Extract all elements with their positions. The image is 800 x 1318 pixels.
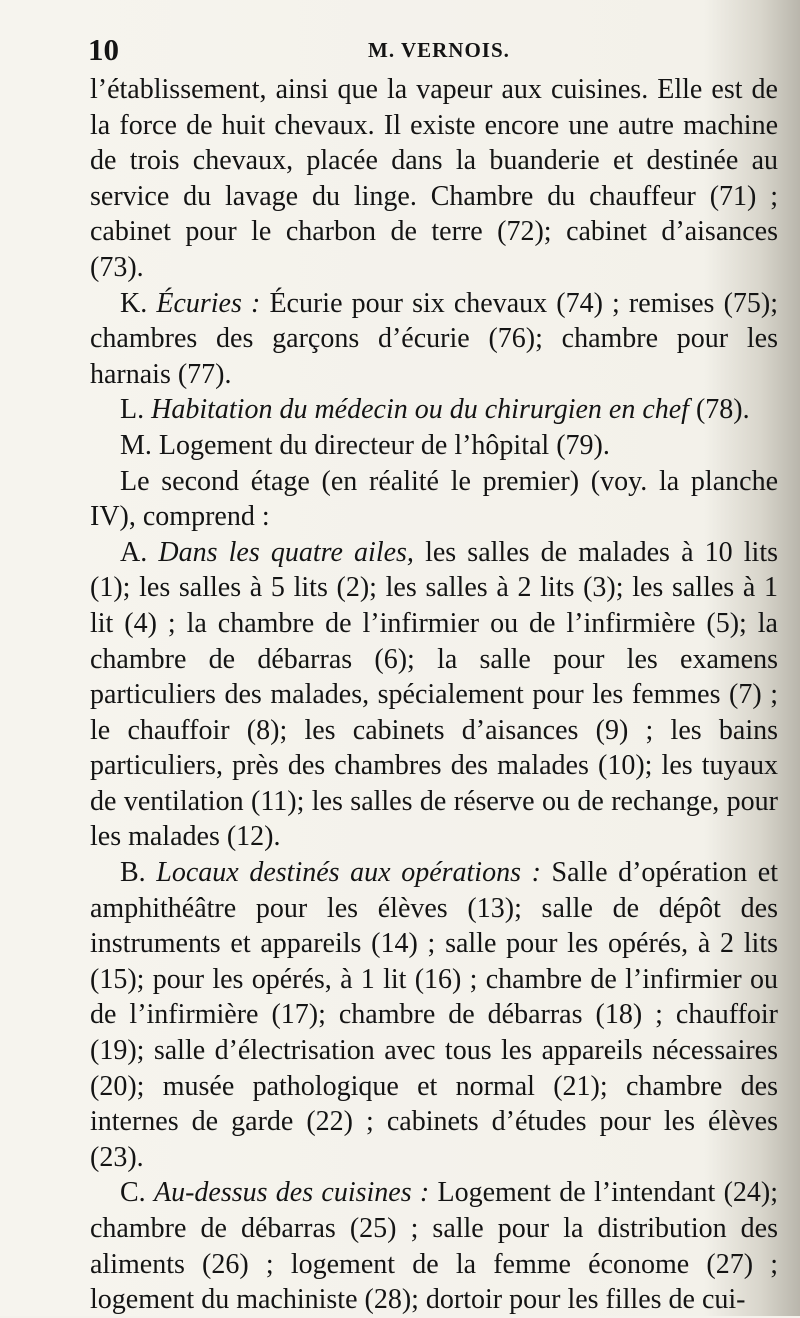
paragraph-m-logement: M. Logement du directeur de l’hôpital (79). (120, 429, 610, 461)
paragraph-l-habitation: L. Habitation du médecin ou du chirurgien en chef (78). (120, 394, 750, 426)
paragraph-a-quatre-ailes: A. Dans les quatre ailes, les salles de malades à 10 lits (1); les salles à 5 lits (2); les salles à 2 lits (3); les salles à 1 lit (4) ; la chambre de l’infirmier ou de l’infirmière (5); la chambre de débarras (6); la salle pour les examens particuliers des malades, spécialement pour les femmes (7) ; le chauffoir (8); les cabinets d’aisances (9) ; les bains particuliers, près des chambres des malades (10); les tuyaux de ventilation (11); les salles de réserve ou de rechange, pour les malades (12). (90, 536, 779, 853)
paragraph-intro-continued: l’établissement, ainsi que la vapeur aux cuisines. Elle est de la force de huit chevaux. Il existe encore une autre machine de trois chevaux, placée dans la buanderie et destinée au service du lavage du linge. Chambre du chauffeur (71) ; cabinet pour le charbon de terre (72); cabinet d’aisances (73). (90, 74, 778, 283)
paragraph-second-etage: Le second étage (en réalité le premier) (voy. la planche IV), comprend : (90, 465, 778, 533)
paragraph-c-cuisines: C. Au-dessus des cuisines : Logement de l’intendant (24); chambre de débarras (25) ; salle pour la distribution des aliments (26) ; logement de la femme économe (27) ; logement du machiniste (28); dortoir pour les filles de cui- (90, 1177, 779, 1316)
page-header (88, 30, 778, 70)
page-number: 10 (88, 32, 119, 67)
paragraph-b-operations: B. Locaux destinés aux opérations : Salle d’opération et amphithéâtre pour les élèves (13); salle de dépôt des instruments et appareils (14) ; salle pour les opérés, à 2 lits (15); pour les opérés, à 1 lit (16) ; chambre de l’infirmier ou de l’infirmière (17); chambre de débarras (18) ; chauffoir (19); salle d’électrisation avec tous les appareils nécessaires (20); musée pathologique et normal (21); chambre des internes de garde (22) ; cabinets d’études pour les élèves (23). (90, 857, 778, 1173)
running-title: M. VERNOIS. (368, 38, 510, 62)
body-text (90, 72, 778, 1318)
paragraph-k-ecuries: K. Écuries : Écurie pour six chevaux (74) ; remises (75); chambres des garçons d’écurie (76); chambre pour les harnais (77). (90, 287, 778, 390)
